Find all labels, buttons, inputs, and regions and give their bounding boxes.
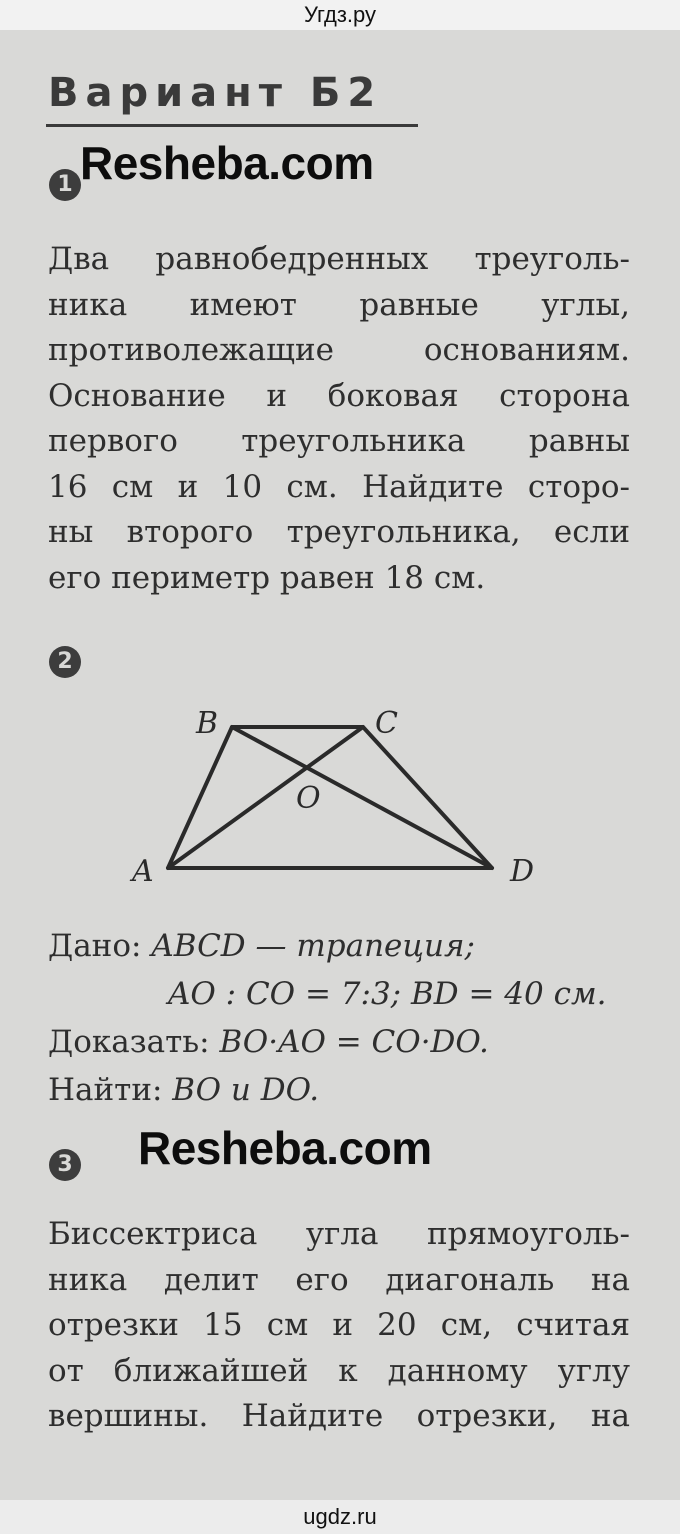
text-line: противолежащие основаниям. bbox=[48, 332, 630, 368]
text-line: от ближайшей к данному углу bbox=[48, 1352, 630, 1389]
given-ratio-text: AO : CO = 7:3; BD = 40 см. bbox=[168, 976, 607, 1012]
text-line: 16 см и 10 см. Найдите сторо- bbox=[48, 468, 630, 505]
find-value: BO и DO. bbox=[172, 1072, 320, 1108]
watermark: Resheba.com bbox=[138, 1122, 432, 1174]
text-line: ника делит его диагональ на bbox=[48, 1261, 630, 1298]
trapezoid-diagram bbox=[120, 705, 560, 905]
find-label: Найти: bbox=[48, 1072, 163, 1108]
given-label: Дано: bbox=[48, 928, 142, 964]
title-underline bbox=[46, 124, 418, 127]
variant-title: Вариант Б2 bbox=[48, 70, 383, 116]
given-ratio bbox=[168, 970, 680, 1018]
task-1-text bbox=[48, 237, 630, 601]
text-line: ны второго треугольника, если bbox=[48, 514, 630, 550]
vertex-label-b: B bbox=[196, 706, 219, 741]
site-footer: ugdz.ru bbox=[0, 1500, 680, 1534]
vertex-label-d: D bbox=[510, 854, 535, 889]
task-number-1: 1 bbox=[49, 169, 81, 201]
trapezoid-figure bbox=[120, 705, 560, 905]
text-line: отрезки 15 см и 20 см, считая bbox=[48, 1307, 630, 1343]
task-number-3: 3 bbox=[49, 1149, 81, 1181]
given-value: ABCD — трапеция; bbox=[151, 928, 475, 964]
prove-line bbox=[48, 1018, 648, 1066]
text-line: ника имеют равные углы, bbox=[48, 286, 630, 323]
text-line: Два равнобедренных треуголь- bbox=[48, 241, 630, 277]
task-number-2: 2 bbox=[49, 646, 81, 678]
text-line: Биссектриса угла прямоуголь- bbox=[48, 1216, 630, 1252]
text-line: вершины. Найдите отрезки, на bbox=[48, 1398, 630, 1434]
text-line: Основание и боковая сторона bbox=[48, 377, 630, 414]
site-header: Угдз.ру bbox=[0, 0, 680, 30]
vertex-label-c: C bbox=[375, 706, 398, 741]
text-line: первого треугольника равны bbox=[48, 423, 630, 459]
diagonal-bd bbox=[232, 727, 492, 868]
prove-label: Доказать: bbox=[48, 1024, 210, 1060]
watermark: Resheba.com bbox=[80, 137, 374, 189]
trapezoid-outline bbox=[168, 727, 492, 868]
diagonal-ac bbox=[168, 727, 363, 868]
text-line: его периметр равен 18 см. bbox=[48, 559, 486, 596]
vertex-label-o: O bbox=[296, 781, 321, 816]
vertex-label-a: A bbox=[132, 854, 154, 889]
task-3-text bbox=[48, 1212, 630, 1440]
find-line bbox=[48, 1066, 648, 1114]
given-line bbox=[48, 922, 648, 970]
prove-value: BO·AO = CO·DO. bbox=[219, 1024, 489, 1060]
